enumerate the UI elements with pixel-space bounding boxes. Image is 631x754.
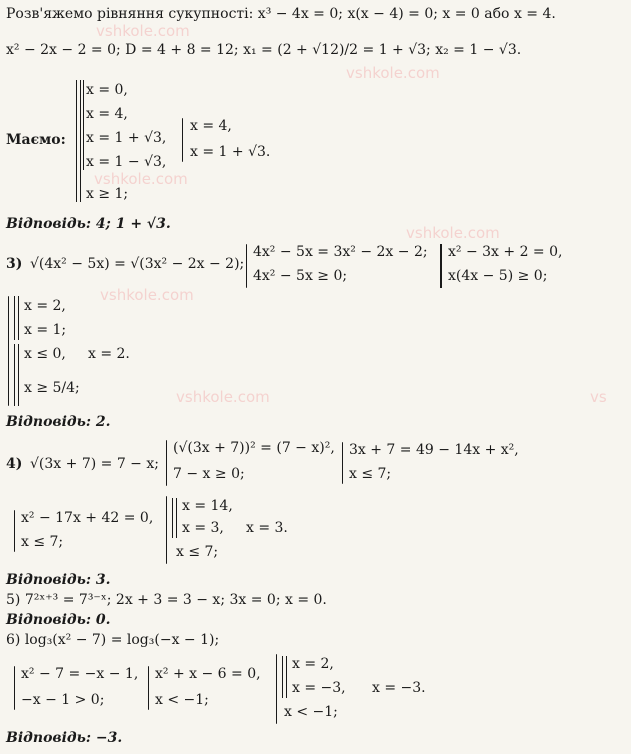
answer-5: Відповідь: 0. [6,612,111,628]
watermark: vshkole.com [346,64,440,82]
eq: x ≥ 1; [86,186,129,202]
curly-brace [276,654,277,724]
curly-brace [14,510,15,552]
eq: x = 1; [24,322,67,338]
watermark: vshkole.com [94,170,188,188]
item-5: 5) 7²ˣ⁺³ = 7³⁻ˣ; 2x + 3 = 3 − x; 3x = 0; x = 0. [6,592,327,608]
curly-brace [8,296,9,406]
eq: x ≥ 5/4; [24,380,80,396]
system-1 [86,80,166,172]
result: x = −3. [372,680,426,696]
curly-brace [148,666,149,710]
curly-brace [182,118,183,162]
watermark: vshkole.com [96,22,190,40]
curly-brace [166,496,167,564]
eq: −x − 1 > 0; [21,692,105,708]
eq: x ≤ 7; [349,466,392,482]
answer-3: Відповідь: 2. [6,414,111,430]
eq: x = 4, [86,106,128,122]
watermark: vshkole.com [100,286,194,304]
eq: x = 2, [24,298,66,314]
eq: x = 3, [182,520,224,536]
item-4-label: 4) [6,456,23,472]
eq: x = 0, [86,82,128,98]
eq: x < −1; [155,692,209,708]
text-line-1: Розв'яжемо рівняння сукупності: x³ − 4x = 0; x(x − 4) = 0; x = 0 або x = 4. [6,6,556,22]
eq: 3x + 7 = 49 − 14x + x², [349,442,519,458]
eq: x = 2, [292,656,334,672]
eq: x = 4, [190,118,232,134]
eq: 4x² − 5x = 3x² − 2x − 2; [253,244,428,260]
watermark: vs [590,388,607,406]
item-6: 6) log₃(x² − 7) = log₃(−x − 1); [6,632,220,648]
set-bracket [76,80,77,202]
curly-brace [14,666,15,710]
result: x = 3. [246,520,288,536]
eq: x² − 7 = −x − 1, [21,666,139,682]
text-line-2: x² − 2x − 2 = 0; D = 4 + 8 = 12; x₁ = (2 + √12)/2 = 1 + √3; x₂ = 1 − √3. [6,42,522,58]
label-maemo: Маємо: [6,132,66,148]
eq: x < −1; [284,704,338,720]
curly-brace [166,440,167,486]
set-bracket [172,498,173,538]
watermark: vshkole.com [406,224,500,242]
eq: 4x² − 5x ≥ 0; [253,268,348,284]
eq: (√(3x + 7))² = (7 − x)², [173,440,335,456]
curly-brace [246,244,247,288]
eq: x ≤ 0, [24,346,66,362]
answer-1: Відповідь: 4; 1 + √3. [6,216,171,232]
eq: x² − 3x + 2 = 0, [448,244,563,260]
item-3-label: 3) [6,256,23,272]
eq: x = −3, [292,680,346,696]
answer-4: Відповідь: 3. [6,572,111,588]
set-bracket [14,296,15,340]
answer-6: Відповідь: −3. [6,730,123,746]
watermark: vshkole.com [176,388,270,406]
eq: x = 1 + √3. [190,144,271,160]
eq: x ≤ 7; [21,534,64,550]
eq: x = 1 + √3, [86,130,167,146]
set-bracket [14,344,15,406]
eq: x(4x − 5) ≥ 0; [448,268,548,284]
eq: x² + x − 6 = 0, [155,666,261,682]
item-4-equation: √(3x + 7) = 7 − x; [30,456,159,472]
eq: 7 − x ≥ 0; [173,466,245,482]
eq: x² − 17x + 42 = 0, [21,510,154,526]
eq: x = 1 − √3, [86,154,167,170]
set-bracket [282,656,283,698]
item-3-equation: √(4x² − 5x) = √(3x² − 2x − 2); [30,256,245,272]
eq: x ≤ 7; [176,544,219,560]
result: x = 2. [88,346,130,362]
eq: x = 14, [182,498,233,514]
curly-brace [440,244,441,288]
curly-brace [342,442,343,484]
